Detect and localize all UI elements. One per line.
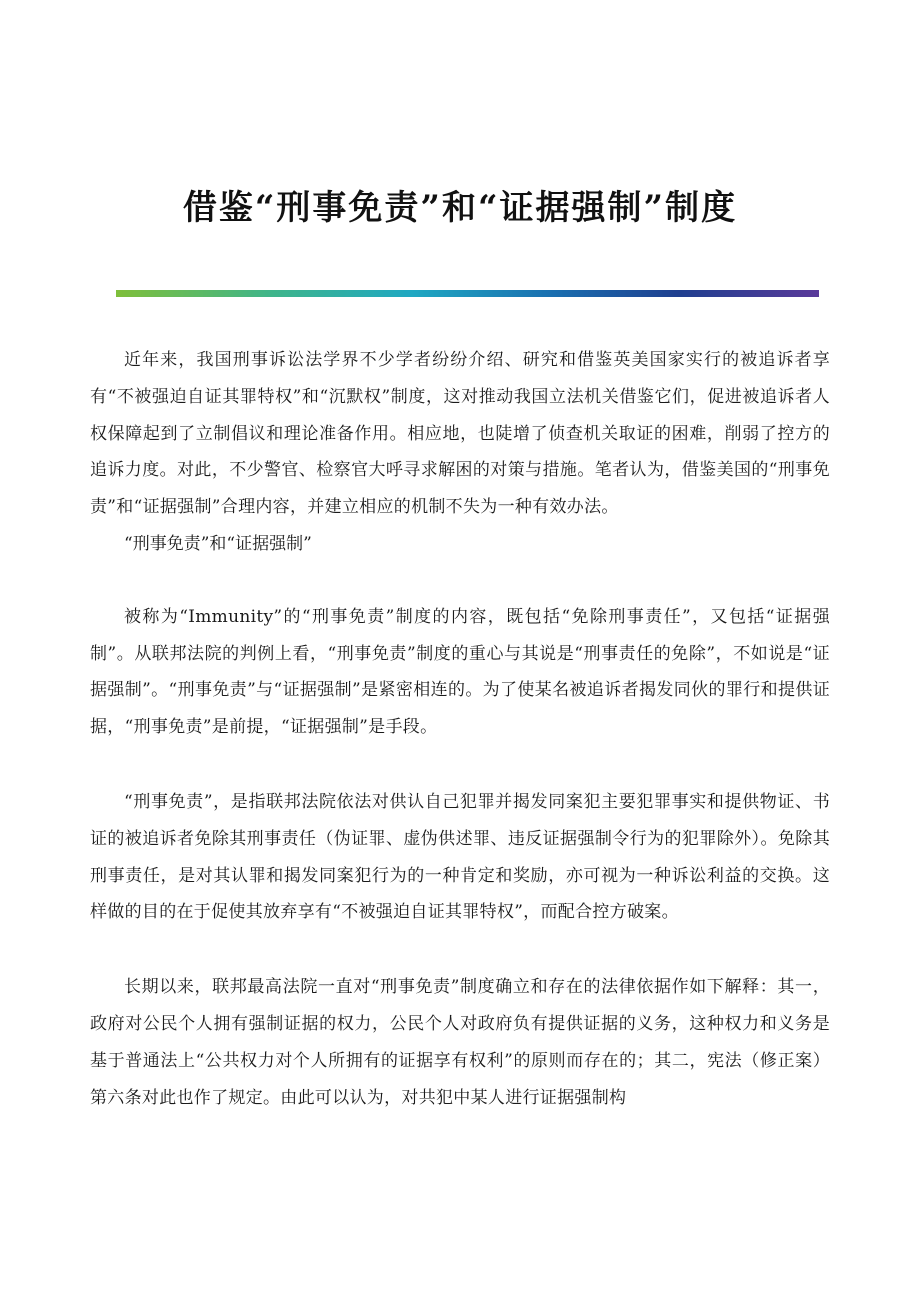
- paragraph-immunity-definition: 被称为“Immunity”的“刑事免责”制度的内容，既包括“免除刑事责任”，又包括“证据强制”。从联邦法院的判例上看，“刑事免责”制度的重心与其说是“刑事责任的免除”，不如说是“证据强制”。“刑事免责”与“证据强制”是紧密相连的。为了使某名被追诉者揭发同伙的罪行和提供证据，“刑事免责”是前提，“证据强制”是手段。: [90, 606, 830, 738]
- section-heading: “刑事免责”和“证据强制”: [124, 533, 312, 554]
- document-title: 借鉴“刑事免责”和“证据强制”制度: [182, 188, 738, 228]
- paragraph-intro: 近年来，我国刑事诉讼法学界不少学者纷纷介绍、研究和借鉴英美国家实行的被追诉者享有“不被强迫自证其罪特权”和“沉默权”制度，这对推动我国立法机关借鉴它们，促进被追诉者人权保障起到了立制倡议和理论准备作用。相应地，也陡增了侦查机关取证的困难，削弱了控方的追诉力度。对此，不少警官、检察官大呼寻求解困的对策与措施。笔者认为，借鉴美国的“刑事免责”和“证据强制”合理内容，并建立相应的机制不失为一种有效办法。: [90, 350, 830, 518]
- title-gradient-divider: [116, 290, 819, 297]
- document-body: [90, 342, 830, 1116]
- paragraph-legal-basis: 长期以来，联邦最高法院一直对“刑事免责”制度确立和存在的法律依据作如下解释：其一，政府对公民个人拥有强制证据的权力，公民个人对政府负有提供证据的义务，这种权力和义务是基于普通法上“公共权力对个人所拥有的证据享有权利”的原则而存在的；其二，宪法（修正案）第六条对此也作了规定。由此可以认为，对共犯中某人进行证据强制构: [90, 977, 830, 1108]
- paragraph-criminal-immunity: “刑事免责”，是指联邦法院依法对供认自己犯罪并揭发同案犯主要犯罪事实和提供物证、书证的被追诉者免除其刑事责任（伪证罪、虚伪供述罪、违反证据强制令行为的犯罪除外）。免除其刑事责任，是对其认罪和揭发同案犯行为的一种肯定和奖励，亦可视为一种诉讼利益的交换。这样做的目的在于促使其放弃享有“不被强迫自证其罪特权”，而配合控方破案。: [90, 791, 830, 923]
